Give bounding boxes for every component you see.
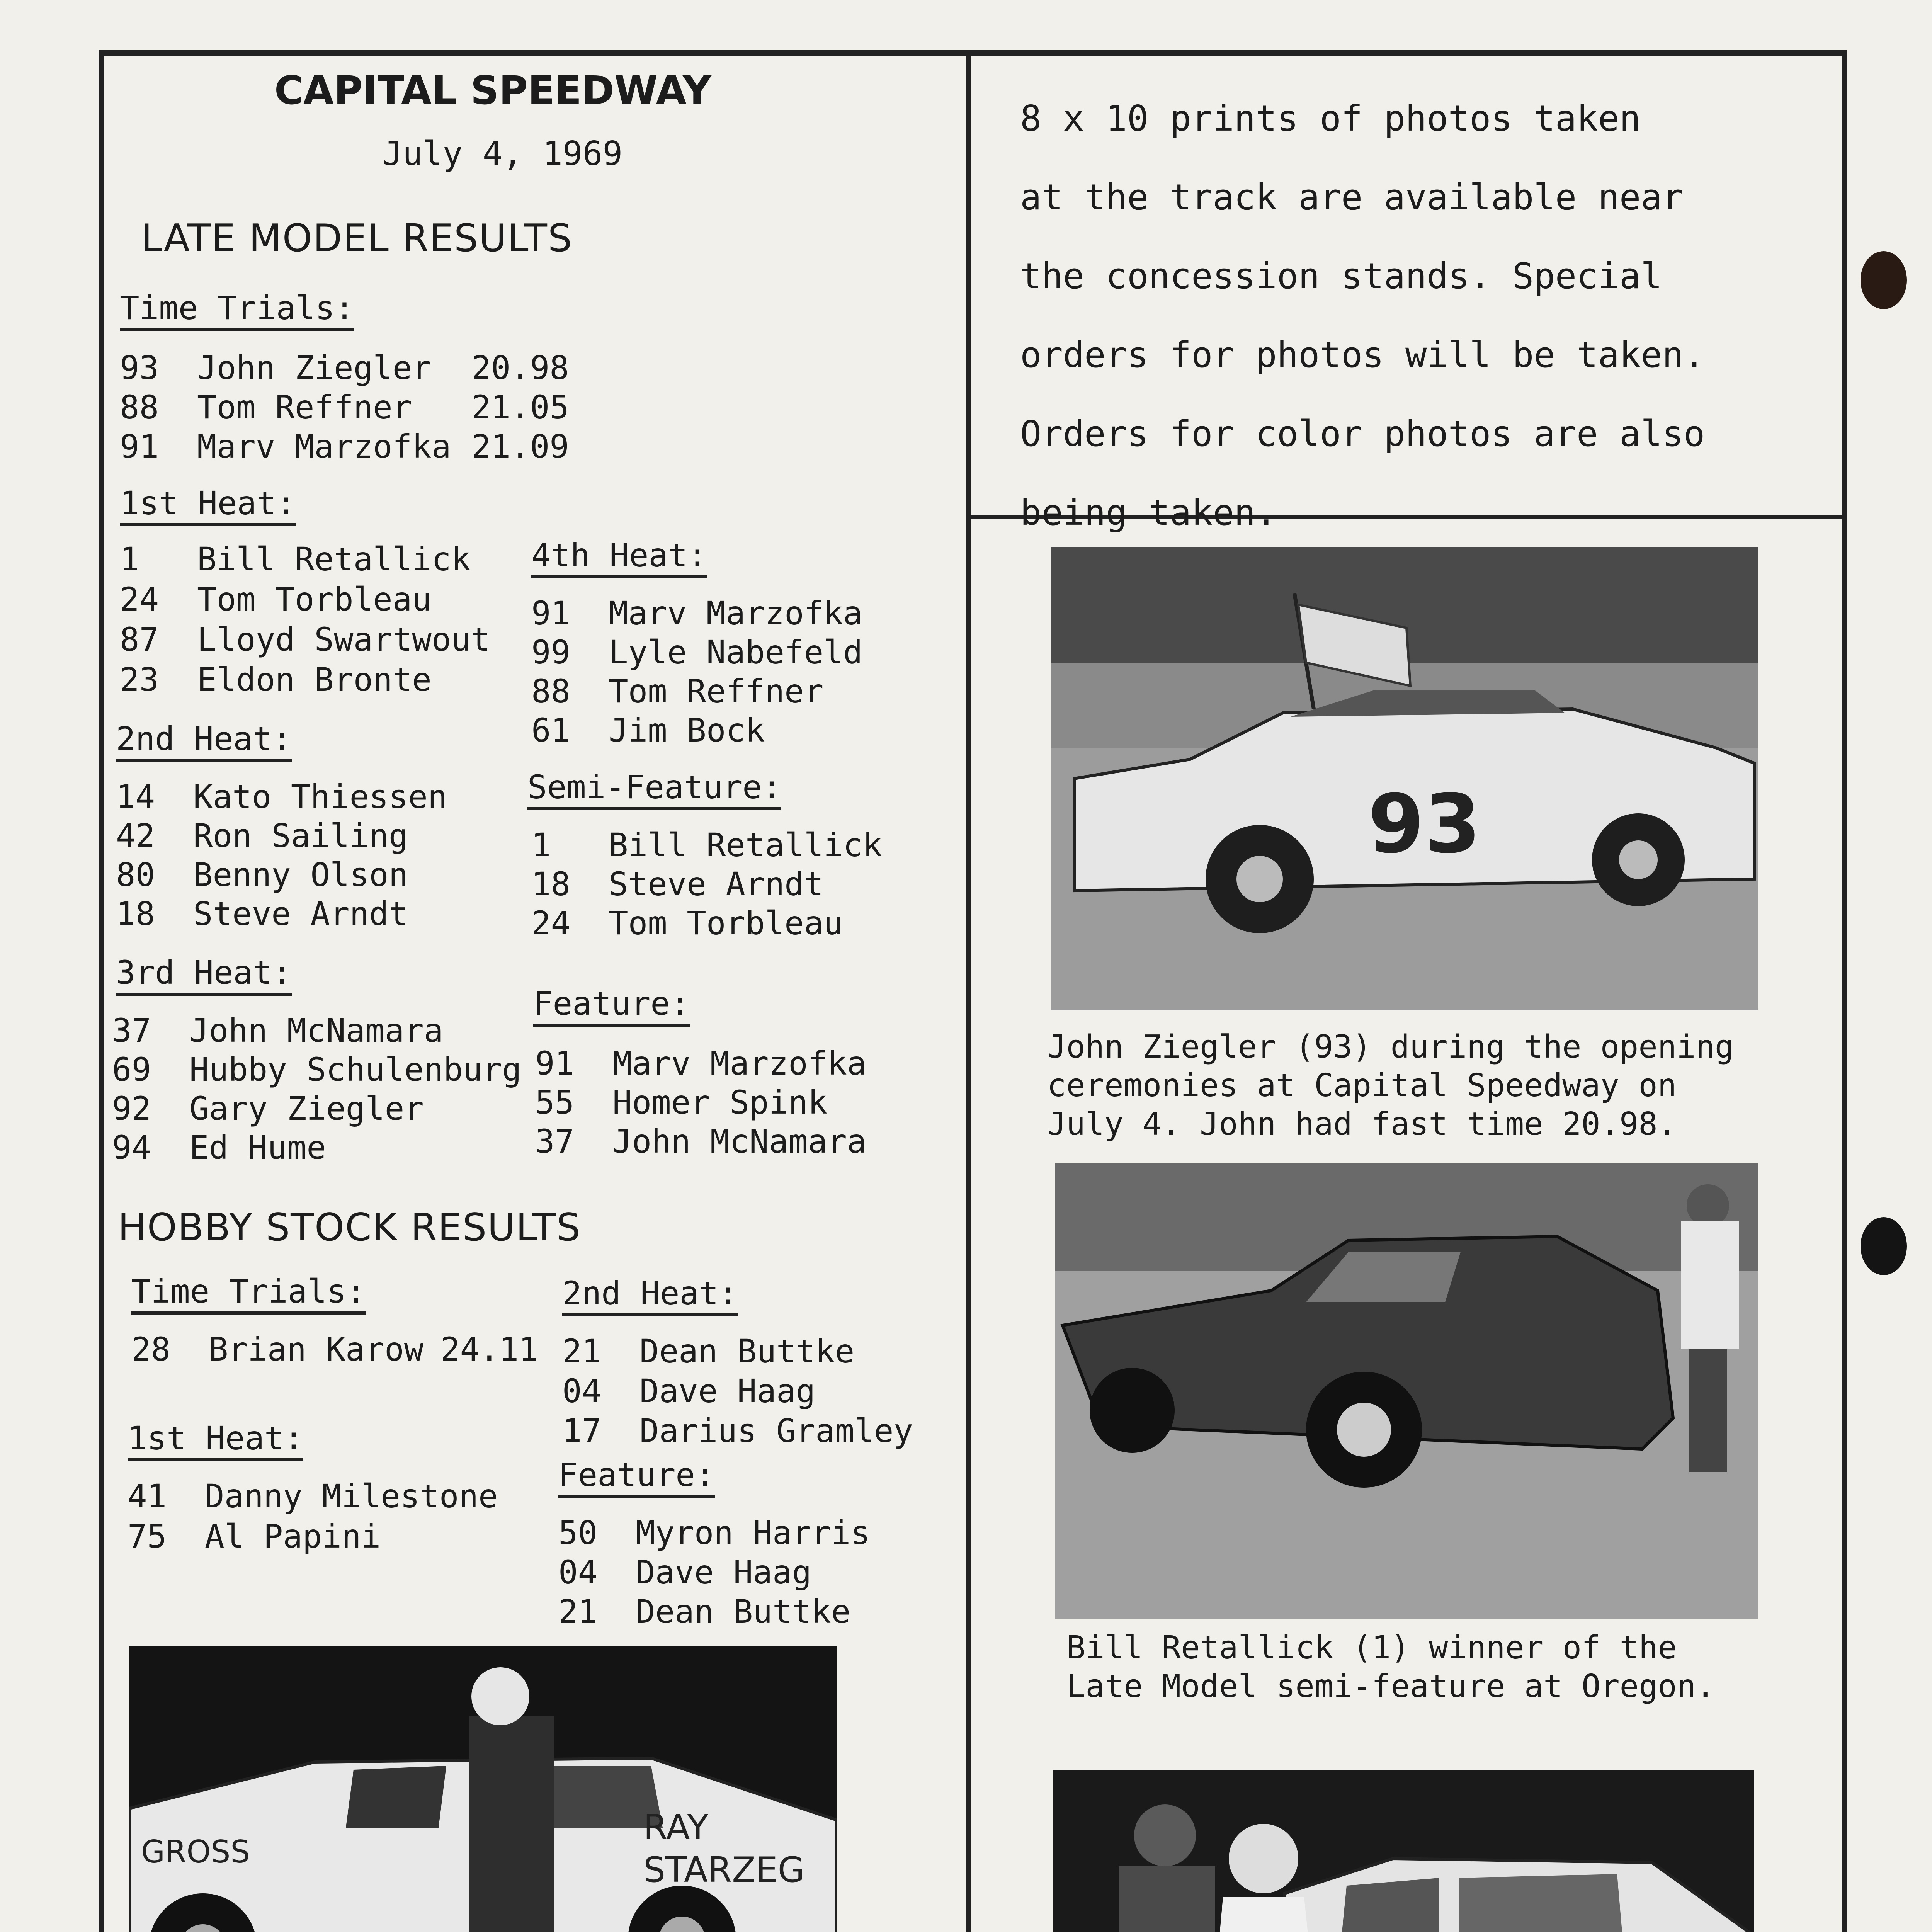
car-number: 1 <box>531 826 551 864</box>
caption-line: Late Model semi-feature at Oregon. <box>1066 1668 1715 1705</box>
photo-car-1 <box>1055 1163 1758 1619</box>
result-row <box>120 349 569 387</box>
driver-name: Steve Arndt <box>609 865 824 903</box>
driver-name: Lyle Nabefeld <box>609 633 863 671</box>
result-row <box>128 1517 381 1555</box>
car-number: 37 <box>112 1012 151 1049</box>
car-number: 24 <box>120 580 159 618</box>
photo-demolition-race <box>129 1646 837 1932</box>
car-1-illustration <box>1055 1163 1758 1619</box>
car-number: 91 <box>120 428 159 466</box>
driver-name: Tom Torbleau <box>609 904 843 942</box>
late-model-heading: LATE MODEL RESULTS <box>141 216 573 260</box>
car-number: 91 <box>531 594 571 632</box>
driver-name: Marv Marzofka <box>197 428 451 466</box>
caption-car-93 <box>1047 1028 1734 1144</box>
photo-car-93 <box>1051 547 1758 1010</box>
result-row <box>120 661 432 699</box>
car-number: 80 <box>116 856 155 894</box>
car-28-illustration <box>1053 1770 1754 1932</box>
result-row <box>112 1090 424 1128</box>
car-number: 14 <box>116 778 155 816</box>
notice-line: orders for photos will be taken. <box>1020 334 1705 376</box>
car-number: 55 <box>535 1083 575 1121</box>
result-row <box>562 1412 913 1450</box>
driver-name: Tom Torbleau <box>197 580 432 618</box>
driver-name: Ed Hume <box>189 1129 327 1167</box>
car-number: 04 <box>558 1553 598 1591</box>
car-number: 50 <box>558 1514 598 1552</box>
car-number: 93 <box>120 349 159 387</box>
result-row <box>131 1330 538 1368</box>
result-row <box>112 1014 443 1047</box>
driver-name: Dave Haag <box>636 1553 812 1591</box>
result-row <box>128 1477 498 1515</box>
driver-name: Jim Bock <box>609 711 765 749</box>
driver-name: Lloyd Swartwout <box>197 621 490 658</box>
car-number: 28 <box>131 1330 171 1368</box>
car-number: 1 <box>120 540 139 578</box>
driver-name: Marv Marzofka <box>612 1044 867 1082</box>
notice-line: the concession stands. Special <box>1020 255 1662 297</box>
result-row <box>562 1372 816 1410</box>
car-number: 61 <box>531 711 571 749</box>
driver-name: Myron Harris <box>636 1514 870 1552</box>
result-row <box>531 672 824 710</box>
result-row <box>120 428 569 466</box>
car-number: 92 <box>112 1090 151 1128</box>
result-row <box>531 904 843 942</box>
late-time-trials-label: Time Trials: <box>120 292 354 331</box>
driver-name: Brian Karow <box>209 1330 424 1368</box>
car-number: 21 <box>558 1593 598 1631</box>
result-row <box>120 540 471 578</box>
driver-name: Kato Thiessen <box>193 778 447 816</box>
result-row <box>531 594 863 632</box>
lap-time: 21.05 <box>471 388 569 426</box>
hobby-heat2-label: 2nd Heat: <box>562 1277 738 1316</box>
notice-line: at the track are available near <box>1020 177 1684 218</box>
car-number: 42 <box>116 817 155 855</box>
lap-time: 20.98 <box>471 349 569 387</box>
result-row <box>112 1053 522 1086</box>
car-number: 24 <box>531 904 571 942</box>
hobby-feature-label: Feature: <box>558 1459 715 1498</box>
hobby-time-trials-label: Time Trials: <box>131 1275 366 1315</box>
car-number: 75 <box>128 1517 167 1555</box>
car-number: 04 <box>562 1372 602 1410</box>
driver-name: Gary Ziegler <box>189 1090 424 1128</box>
driver-name: Tom Reffner <box>197 388 412 426</box>
late-semi-label: Semi-Feature: <box>527 771 781 810</box>
result-row <box>531 826 883 864</box>
result-row <box>558 1593 851 1631</box>
result-row <box>116 778 447 816</box>
result-row <box>535 1083 828 1121</box>
result-row <box>116 895 408 933</box>
driver-name: Bill Retallick <box>609 826 883 864</box>
car-number: 21 <box>562 1332 602 1370</box>
result-row <box>558 1553 812 1591</box>
driver-name: Homer Spink <box>612 1083 828 1121</box>
caption-line: Bill Retallick (1) winner of the <box>1066 1629 1677 1666</box>
late-heat3-label: 3rd Heat: <box>116 956 292 996</box>
svg-text:STARZEG: STARZEG <box>643 1850 805 1890</box>
result-row <box>120 388 569 426</box>
notice-line: Orders for color photos are also <box>1020 413 1705 454</box>
car-number: 37 <box>535 1122 575 1160</box>
notice-line: being taken. <box>1020 492 1277 533</box>
car-number: 18 <box>116 895 155 933</box>
result-row <box>531 711 765 749</box>
result-row <box>531 865 824 903</box>
car-number: 99 <box>531 633 571 671</box>
result-row <box>112 1129 327 1167</box>
late-feature-label: Feature: <box>533 987 690 1027</box>
car-number: 18 <box>531 865 571 903</box>
driver-name: Hubby Schulenburg <box>189 1051 522 1088</box>
driver-name: Dean Buttke <box>636 1593 851 1631</box>
result-row <box>558 1514 870 1552</box>
driver-name: Al Papini <box>205 1517 381 1555</box>
driver-name: Ron Sailing <box>193 817 408 855</box>
driver-name: Dave Haag <box>639 1372 816 1410</box>
svg-text:93: 93 <box>1368 777 1481 871</box>
result-row <box>535 1044 867 1082</box>
car-number: 88 <box>120 388 159 426</box>
driver-name: Eldon Bronte <box>197 661 432 699</box>
hobby-stock-heading: HOBBY STOCK RESULTS <box>118 1206 582 1250</box>
car-93-illustration <box>1051 547 1758 1010</box>
caption-line: John Ziegler (93) during the opening <box>1047 1029 1734 1065</box>
result-row <box>535 1122 867 1160</box>
photo-prints-notice <box>1020 79 1808 552</box>
driver-name: Darius Gramley <box>639 1412 913 1450</box>
driver-name: John McNamara <box>189 1012 444 1049</box>
driver-name: Steve Arndt <box>193 895 408 933</box>
driver-name: Bill Retallick <box>197 540 471 578</box>
result-row <box>531 633 863 671</box>
page-title: CAPITAL SPEEDWAY <box>274 68 711 114</box>
svg-text:GROSS: GROSS <box>141 1834 250 1870</box>
driver-name: Tom Reffner <box>609 672 824 710</box>
late-heat1-label: 1st Heat: <box>120 487 296 526</box>
driver-name: Benny Olson <box>193 856 408 894</box>
driver-name: John McNamara <box>612 1122 867 1160</box>
result-row <box>120 623 490 656</box>
car-number: 41 <box>128 1477 167 1515</box>
car-number: 23 <box>120 661 159 699</box>
result-row <box>120 580 432 618</box>
driver-name: Dean Buttke <box>639 1332 855 1370</box>
svg-text:RAY: RAY <box>643 1807 709 1848</box>
result-row <box>562 1332 855 1370</box>
binder-hole <box>1861 1217 1907 1275</box>
car-number: 17 <box>562 1412 602 1450</box>
driver-name: John Ziegler <box>197 349 432 387</box>
hobby-heat1-label: 1st Heat: <box>128 1422 303 1461</box>
binder-hole <box>1861 251 1907 309</box>
page-date: July 4, 1969 <box>383 134 623 173</box>
car-number: 91 <box>535 1044 575 1082</box>
caption-line: ceremonies at Capital Speedway on <box>1047 1067 1677 1104</box>
result-row <box>116 817 408 855</box>
car-number: 69 <box>112 1051 151 1088</box>
car-number: 94 <box>112 1129 151 1167</box>
car-number: 88 <box>531 672 571 710</box>
driver-name: Danny Milestone <box>205 1477 498 1515</box>
car-number: 87 <box>120 621 159 658</box>
result-row <box>116 856 408 894</box>
caption-line: July 4. John had fast time 20.98. <box>1047 1106 1677 1143</box>
demolition-car-illustration <box>129 1646 837 1932</box>
lap-time: 24.11 <box>440 1330 538 1368</box>
driver-name: Marv Marzofka <box>609 594 863 632</box>
notice-line: 8 x 10 prints of photos taken <box>1020 98 1641 139</box>
late-heat4-label: 4th Heat: <box>531 539 707 578</box>
lap-time: 21.09 <box>471 428 569 466</box>
column-divider <box>966 50 971 1932</box>
caption-car-1 <box>1066 1629 1715 1706</box>
photo-car-28-trophy <box>1053 1770 1754 1932</box>
late-heat2-label: 2nd Heat: <box>116 723 292 762</box>
